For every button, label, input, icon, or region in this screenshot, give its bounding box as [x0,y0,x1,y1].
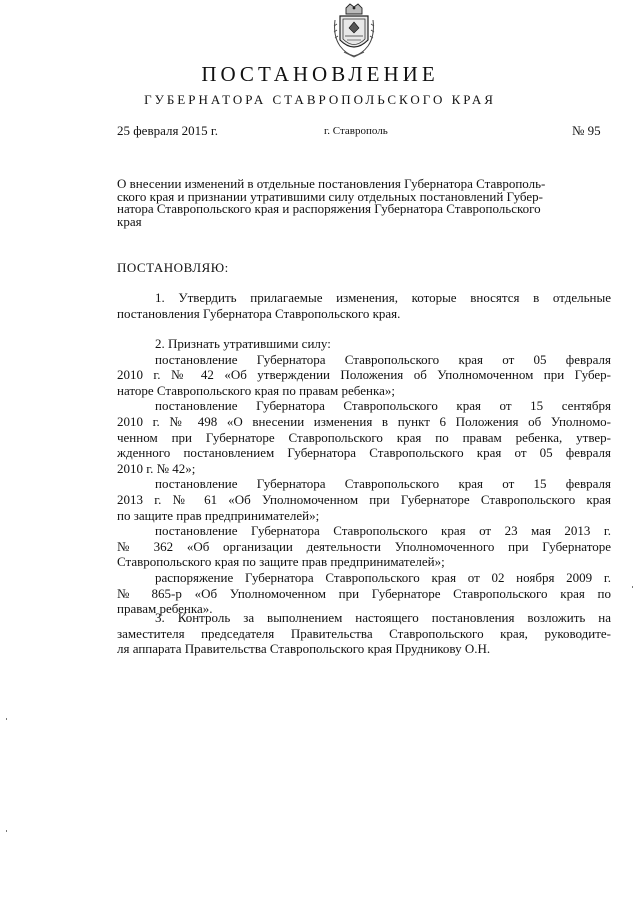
paragraph-line: № 865-р «Об Уполномоченном при Губернаторе Ставропольского края по [117,585,611,601]
paragraph-line: Ставропольского края по защите прав предпринимателей»; [117,554,445,570]
paragraph-1 [117,290,611,321]
scan-mark [6,718,7,720]
document-title: ПОСТАНОВЛЕНИЕ [201,62,439,86]
paragraph-line: ченном при Губернаторе Ставропольского края по правам ребенка, утвер- [117,429,611,445]
paragraph-line: 2013 г. № 61 «Об Уполномоченном при Губернаторе Ставропольского края [117,491,611,507]
paragraph-line: постановление Губернатора Ставропольского края от 15 февраля [155,476,611,492]
paragraph-line: распоряжение Губернатора Ставропольского края от 02 ноября 2009 г. [155,569,611,585]
paragraph-line: 2010 г. № 42 «Об утверждении Положения об Уполномоченном при Губер- [117,367,611,383]
paragraph-line: ля аппарата Правительства Ставропольского края Прудникову О.Н. [117,641,491,657]
document-subject [117,178,611,228]
scan-mark [632,586,633,588]
paragraph-line: постановления Губернатора Ставропольского края. [117,305,401,321]
coat-of-arms-emblem [332,2,376,58]
subject-line: края [117,213,142,229]
paragraph-line: 3. Контроль за выполнением настоящего постановления возложить на [155,610,611,625]
subject-line: натора Ставропольского края и распоряжения Губернатора Ставропольского [117,201,541,216]
document-city: г. Ставрополь [324,125,388,137]
paragraph-line: правам ребенка». [117,601,213,617]
scan-mark [6,830,7,832]
decree-heading: ПОСТАНОВЛЯЮ: [117,260,229,275]
subject-line: ского края и признании утратившими силу отдельных постановлений Губер- [117,188,543,204]
paragraph-line: 2. Признать утратившими силу: [155,336,331,351]
paragraph-line: 2010 г. № 42»; [117,460,196,476]
paragraph-line: 1. Утвердить прилагаемые изменения, которые вносятся в отдельные [155,290,611,305]
subject-line: О внесении изменений в отдельные постановления Губернатора Ставрополь- [117,176,546,191]
paragraph-line: постановление Губернатора Ставропольского края от 15 сентября [155,398,611,414]
paragraph-line: 2010 г. № 498 «О внесении изменения в пункт 6 Положения об Уполномо- [117,413,611,429]
paragraph-line: постановление Губернатора Ставропольского края от 23 мая 2013 г. [155,523,611,539]
paragraph-line: жденного постановлением Губернатора Ставропольского края от 05 февраля [117,445,611,461]
document-date: 25 февраля 2015 г. [117,123,219,138]
document-subtitle: ГУБЕРНАТОРА СТАВРОПОЛЬСКОГО КРАЯ [144,92,496,107]
document-number: № 95 [572,123,601,138]
paragraph-line: № 362 «Об организации деятельности Уполномоченного при Губернаторе [117,538,611,554]
paragraph-3 [117,610,611,657]
paragraph-line: постановление Губернатора Ставропольского края от 05 февраля [155,351,611,367]
paragraph-line: наторе Ставропольского края по правам ребенка»; [117,382,395,398]
paragraph-2 [117,336,611,617]
paragraph-line: по защите прав предпринимателей»; [117,507,320,523]
paragraph-line: заместителя председателя Правительства Ставропольского края, руководите- [117,625,611,641]
